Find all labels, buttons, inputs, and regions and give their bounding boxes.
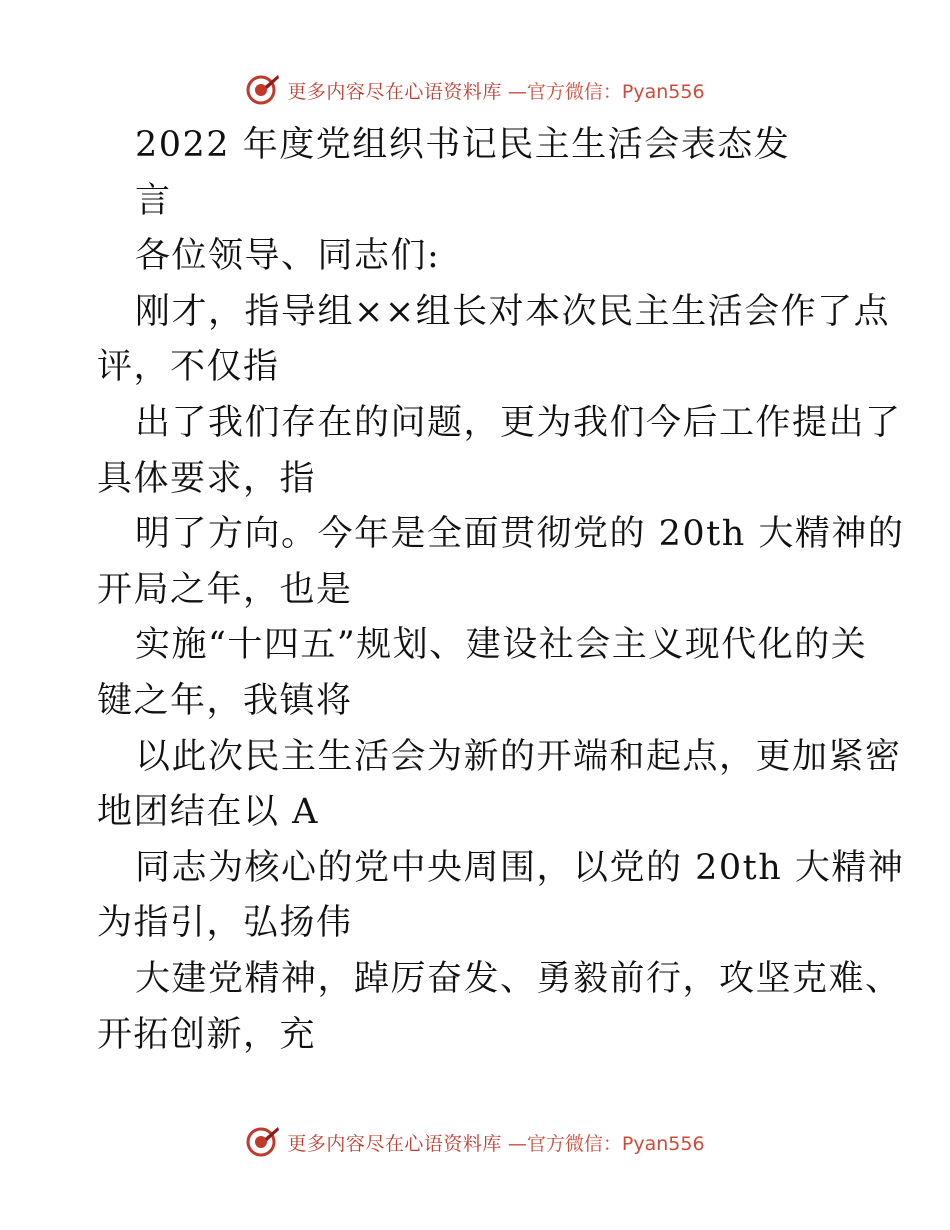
header-watermark — [0, 72, 950, 108]
text-line: 实施“十四五”规划、建设社会主义现代化的关 — [135, 625, 868, 666]
salutation: 各位领导、同志们: — [135, 236, 441, 277]
watermark-suffix: —官方微信：Pyan556 — [507, 80, 705, 103]
document-title-line-2: 言 — [135, 180, 172, 221]
pen-logo-icon — [245, 1124, 281, 1160]
footer-watermark — [0, 1124, 950, 1160]
watermark-suffix: —官方微信：Pyan556 — [507, 1132, 705, 1155]
text-line: 明了方向。今年是全面贯彻党的 20th 大精神的 — [135, 514, 905, 555]
text-line: 大建党精神，踔厉奋发、勇毅前行，攻坚克难、 — [135, 958, 902, 999]
pen-logo-icon — [245, 72, 281, 108]
text-line: 开拓创新，充 — [97, 1014, 317, 1055]
watermark-text: 更多内容尽在心语资料库 — [287, 1132, 502, 1155]
document-body — [97, 118, 905, 1063]
text-line: 评，不仅指 — [97, 347, 280, 388]
text-line: 刚才，指导组××组长对本次民主生活会作了点 — [135, 291, 891, 332]
text-line: 为指引，弘扬伟 — [97, 903, 353, 944]
text-line: 以此次民主生活会为新的开端和起点，更加紧密 — [135, 736, 902, 777]
text-line: 具体要求，指 — [97, 458, 317, 499]
document-title-line-1: 2022 年度党组织书记民主生活会表态发 — [135, 125, 791, 165]
text-line: 开局之年，也是 — [97, 569, 353, 610]
text-line: 键之年，我镇将 — [97, 680, 353, 721]
text-line: 同志为核心的党中央周围，以党的 20th 大精神 — [135, 847, 905, 888]
watermark-text: 更多内容尽在心语资料库 — [287, 80, 502, 103]
text-line: 出了我们存在的问题，更为我们今后工作提出了 — [135, 402, 902, 443]
text-line: 地团结在以 A — [97, 792, 319, 833]
